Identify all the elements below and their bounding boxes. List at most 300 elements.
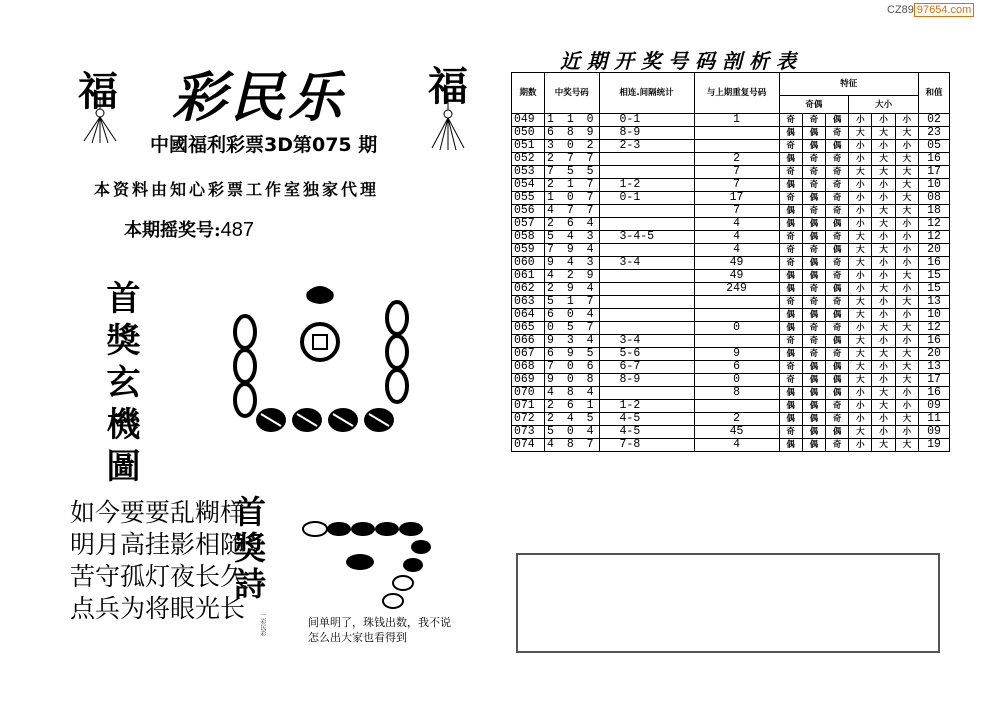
cell-gap: 1-2 xyxy=(599,179,694,192)
cell-parity: 偶 xyxy=(826,114,849,127)
poem-line-2: 明月高挂影相随 xyxy=(70,530,246,559)
number-digit: 7 xyxy=(586,438,597,451)
cell-size: 大 xyxy=(895,127,918,140)
cell-parity: 偶 xyxy=(779,270,802,283)
cell-repeat: 4 xyxy=(694,244,779,257)
cell-size: 小 xyxy=(895,387,918,400)
cell-parity: 奇 xyxy=(802,348,825,361)
cell-parity: 偶 xyxy=(802,218,825,231)
number-digit: 8 xyxy=(566,126,577,139)
cell-repeat: 249 xyxy=(694,283,779,296)
cell-gap xyxy=(599,387,694,400)
cell-sum: 08 xyxy=(919,192,950,205)
table-row xyxy=(512,361,950,374)
cell-size: 小 xyxy=(895,426,918,439)
cell-parity: 偶 xyxy=(826,140,849,153)
number-digit: 8 xyxy=(566,386,577,399)
cell-parity: 奇 xyxy=(826,296,849,309)
cell-size: 小 xyxy=(872,257,895,270)
cell-period: 054 xyxy=(512,179,545,192)
cell-parity: 偶 xyxy=(826,361,849,374)
cell-sum: 17 xyxy=(919,166,950,179)
cell-parity: 偶 xyxy=(802,374,825,387)
cell-size: 大 xyxy=(895,153,918,166)
cell-number xyxy=(545,192,600,205)
number-digit: 7 xyxy=(586,191,597,204)
cell-sum: 10 xyxy=(919,309,950,322)
cell-size: 大 xyxy=(849,348,872,361)
cell-number xyxy=(545,257,600,270)
cell-size: 小 xyxy=(872,231,895,244)
poem-line-1: 如今要要乱糊样 xyxy=(70,498,246,527)
cell-parity: 偶 xyxy=(802,413,825,426)
number-digit: 2 xyxy=(547,217,557,230)
cell-period: 051 xyxy=(512,140,545,153)
cell-parity: 偶 xyxy=(802,439,825,452)
cell-sum: 02 xyxy=(919,114,950,127)
cell-parity: 偶 xyxy=(802,257,825,270)
cell-parity: 偶 xyxy=(779,205,802,218)
cell-size: 大 xyxy=(872,244,895,257)
cell-repeat: 0 xyxy=(694,322,779,335)
cell-number xyxy=(545,439,600,452)
table-body xyxy=(512,114,950,452)
cell-size: 小 xyxy=(872,335,895,348)
cell-period: 058 xyxy=(512,231,545,244)
cell-repeat: 2 xyxy=(694,413,779,426)
cell-size: 大 xyxy=(872,205,895,218)
cell-period: 066 xyxy=(512,335,545,348)
cell-size: 大 xyxy=(872,127,895,140)
cell-repeat: 7 xyxy=(694,166,779,179)
col-size: 大小 xyxy=(849,96,919,114)
cell-gap: 8-9 xyxy=(599,127,694,140)
fu-character-right: 福 xyxy=(428,63,468,110)
cell-size: 大 xyxy=(849,335,872,348)
col-parity: 奇偶 xyxy=(779,96,849,114)
cell-sum: 20 xyxy=(919,244,950,257)
number-digit: 4 xyxy=(547,438,557,451)
number-digit: 1 xyxy=(586,399,597,412)
cell-number xyxy=(545,231,600,244)
col-feature: 特征 xyxy=(779,73,918,96)
number-digit: 2 xyxy=(547,399,557,412)
cell-period: 070 xyxy=(512,387,545,400)
cell-parity: 奇 xyxy=(826,400,849,413)
cell-number xyxy=(545,361,600,374)
table-title: 近期开奖号码剖析表 xyxy=(560,49,803,73)
number-digit: 2 xyxy=(566,269,577,282)
cell-parity: 奇 xyxy=(802,335,825,348)
number-digit: 7 xyxy=(547,360,557,373)
table-row xyxy=(512,322,950,335)
cell-gap xyxy=(599,153,694,166)
number-digit: 7 xyxy=(586,152,597,165)
cell-parity: 偶 xyxy=(802,127,825,140)
number-digit: 1 xyxy=(547,113,557,126)
table-row xyxy=(512,283,950,296)
cell-parity: 偶 xyxy=(826,244,849,257)
cell-parity: 奇 xyxy=(826,413,849,426)
cell-repeat: 4 xyxy=(694,218,779,231)
cell-period: 071 xyxy=(512,400,545,413)
number-digit: 3 xyxy=(586,230,597,243)
cell-number xyxy=(545,322,600,335)
cell-gap xyxy=(599,244,694,257)
number-digit: 0 xyxy=(547,321,557,334)
cell-sum: 10 xyxy=(919,179,950,192)
number-digit: 5 xyxy=(586,347,597,360)
cell-parity: 偶 xyxy=(802,192,825,205)
cell-period: 059 xyxy=(512,244,545,257)
number-digit: 5 xyxy=(566,165,577,178)
cell-gap: 3-4 xyxy=(599,257,694,270)
cell-parity: 奇 xyxy=(802,322,825,335)
cell-sum: 23 xyxy=(919,127,950,140)
cell-sum: 17 xyxy=(919,374,950,387)
cell-parity: 偶 xyxy=(779,179,802,192)
table-row xyxy=(512,439,950,452)
cell-parity: 偶 xyxy=(779,127,802,140)
number-digit: 4 xyxy=(566,230,577,243)
number-digit: 2 xyxy=(547,282,557,295)
cell-gap xyxy=(599,166,694,179)
cell-repeat xyxy=(694,127,779,140)
cell-sum: 15 xyxy=(919,283,950,296)
table-row xyxy=(512,166,950,179)
fu-character-left: 福 xyxy=(78,68,118,115)
cell-size: 小 xyxy=(872,114,895,127)
cell-sum: 20 xyxy=(919,348,950,361)
cell-sum: 13 xyxy=(919,296,950,309)
cell-number xyxy=(545,426,600,439)
table-row xyxy=(512,140,950,153)
cell-size: 小 xyxy=(872,192,895,205)
xuanji-figure xyxy=(225,280,420,450)
cell-size: 小 xyxy=(895,400,918,413)
cell-gap: 4-5 xyxy=(599,413,694,426)
cell-size: 小 xyxy=(872,361,895,374)
number-digit: 5 xyxy=(547,230,557,243)
cell-period: 056 xyxy=(512,205,545,218)
col-repeat: 与上期重复号码 xyxy=(694,73,779,114)
cell-parity: 偶 xyxy=(802,231,825,244)
cell-repeat: 0 xyxy=(694,374,779,387)
cell-size: 小 xyxy=(895,283,918,296)
cell-size: 大 xyxy=(895,348,918,361)
cell-period: 060 xyxy=(512,257,545,270)
cell-parity: 偶 xyxy=(779,283,802,296)
watermark-site[interactable]: 97654.com xyxy=(914,3,974,17)
cell-size: 小 xyxy=(872,426,895,439)
table-row xyxy=(512,309,950,322)
cell-gap: 6-7 xyxy=(599,361,694,374)
cell-number xyxy=(545,127,600,140)
cell-size: 大 xyxy=(872,400,895,413)
cell-gap xyxy=(599,283,694,296)
number-digit: 4 xyxy=(586,386,597,399)
cell-parity: 偶 xyxy=(779,322,802,335)
cell-number xyxy=(545,374,600,387)
table-row xyxy=(512,114,950,127)
cell-repeat xyxy=(694,400,779,413)
cell-gap: 4-5 xyxy=(599,426,694,439)
cell-size: 小 xyxy=(849,400,872,413)
cell-size: 小 xyxy=(872,296,895,309)
cell-sum: 12 xyxy=(919,218,950,231)
cell-parity: 奇 xyxy=(779,244,802,257)
cell-parity: 奇 xyxy=(826,348,849,361)
table-row xyxy=(512,127,950,140)
number-digit: 2 xyxy=(547,178,557,191)
cell-number xyxy=(545,218,600,231)
cell-parity: 奇 xyxy=(802,166,825,179)
cell-repeat: 45 xyxy=(694,426,779,439)
poem-line-3: 苦守孤灯夜长久 xyxy=(70,562,246,591)
cell-size: 大 xyxy=(849,361,872,374)
cell-period: 064 xyxy=(512,309,545,322)
cell-repeat xyxy=(694,140,779,153)
cell-parity: 奇 xyxy=(826,166,849,179)
cell-size: 小 xyxy=(895,218,918,231)
table-row xyxy=(512,335,950,348)
cell-size: 大 xyxy=(849,296,872,309)
cell-size: 小 xyxy=(849,218,872,231)
agent-line: 本资料由知心彩票工作室独家代理 xyxy=(94,180,380,199)
cell-size: 大 xyxy=(872,283,895,296)
number-digit: 6 xyxy=(566,399,577,412)
cell-size: 小 xyxy=(849,439,872,452)
table-row xyxy=(512,257,950,270)
poem-line-4: 点兵为将眼光长 xyxy=(70,594,246,623)
cell-parity: 偶 xyxy=(779,387,802,400)
cell-parity: 偶 xyxy=(826,374,849,387)
col-period: 期数 xyxy=(512,73,545,114)
cell-parity: 偶 xyxy=(802,426,825,439)
table-row xyxy=(512,270,950,283)
cell-size: 大 xyxy=(849,257,872,270)
cell-parity: 偶 xyxy=(802,140,825,153)
draw-number: 487 xyxy=(220,219,255,241)
cell-size: 大 xyxy=(849,374,872,387)
number-digit: 2 xyxy=(547,412,557,425)
number-digit: 8 xyxy=(566,438,577,451)
shi-title: 首獎詩 xyxy=(229,495,267,603)
cell-size: 小 xyxy=(849,140,872,153)
number-digit: 4 xyxy=(547,204,557,217)
cell-size: 大 xyxy=(872,166,895,179)
cell-gap: 8-9 xyxy=(599,374,694,387)
cell-parity: 偶 xyxy=(779,413,802,426)
draw-label: 本期摇奖号: xyxy=(124,220,221,241)
number-digit: 7 xyxy=(586,321,597,334)
cell-period: 073 xyxy=(512,426,545,439)
cell-number xyxy=(545,140,600,153)
cell-number xyxy=(545,153,600,166)
number-digit: 7 xyxy=(566,152,577,165)
xuanji-title: 首獎玄機圖 xyxy=(100,280,140,490)
number-digit: 9 xyxy=(586,126,597,139)
cell-parity: 奇 xyxy=(779,335,802,348)
cell-size: 小 xyxy=(872,374,895,387)
cell-period: 065 xyxy=(512,322,545,335)
cell-parity: 奇 xyxy=(826,270,849,283)
cell-repeat: 4 xyxy=(694,439,779,452)
cell-parity: 奇 xyxy=(826,257,849,270)
cell-size: 小 xyxy=(849,270,872,283)
cell-size: 小 xyxy=(849,283,872,296)
cell-gap: 3-4-5 xyxy=(599,231,694,244)
cell-gap: 3-4 xyxy=(599,335,694,348)
table-row xyxy=(512,413,950,426)
cell-parity: 偶 xyxy=(779,400,802,413)
issue-line: 中國福利彩票3D第075 期 xyxy=(150,134,378,156)
cell-sum: 11 xyxy=(919,413,950,426)
cell-size: 大 xyxy=(849,231,872,244)
col-gap: 相连.间隔统计 xyxy=(599,73,694,114)
cell-size: 小 xyxy=(849,387,872,400)
cell-parity: 奇 xyxy=(802,179,825,192)
cell-period: 063 xyxy=(512,296,545,309)
cell-sum: 09 xyxy=(919,426,950,439)
note xyxy=(308,615,451,645)
cell-size: 大 xyxy=(895,192,918,205)
cell-parity: 奇 xyxy=(826,192,849,205)
number-digit: 9 xyxy=(547,334,557,347)
table-row xyxy=(512,205,950,218)
cell-repeat: 17 xyxy=(694,192,779,205)
draw-number-line xyxy=(124,216,254,242)
table-row xyxy=(512,153,950,166)
cell-size: 大 xyxy=(872,218,895,231)
cell-parity: 奇 xyxy=(779,192,802,205)
cell-parity: 奇 xyxy=(802,283,825,296)
cell-size: 大 xyxy=(872,322,895,335)
number-digit: 2 xyxy=(547,152,557,165)
number-digit: 7 xyxy=(586,178,597,191)
cell-repeat: 2 xyxy=(694,153,779,166)
number-digit: 4 xyxy=(586,217,597,230)
number-digit: 6 xyxy=(547,347,557,360)
site-watermark xyxy=(887,4,974,16)
cell-sum: 16 xyxy=(919,257,950,270)
cell-size: 小 xyxy=(849,179,872,192)
cell-size: 大 xyxy=(895,270,918,283)
cell-number xyxy=(545,413,600,426)
cell-size: 大 xyxy=(849,166,872,179)
cell-parity: 奇 xyxy=(802,296,825,309)
cell-parity: 偶 xyxy=(802,387,825,400)
cell-sum: 09 xyxy=(919,400,950,413)
cell-size: 小 xyxy=(872,309,895,322)
number-digit: 1 xyxy=(566,178,577,191)
cell-parity: 偶 xyxy=(779,309,802,322)
cell-parity: 偶 xyxy=(779,348,802,361)
number-digit: 7 xyxy=(586,204,597,217)
cell-parity: 奇 xyxy=(779,374,802,387)
cell-sum: 12 xyxy=(919,231,950,244)
cell-parity: 奇 xyxy=(826,205,849,218)
cell-sum: 16 xyxy=(919,335,950,348)
cell-period: 062 xyxy=(512,283,545,296)
table-row xyxy=(512,231,950,244)
cell-period: 050 xyxy=(512,127,545,140)
cell-gap xyxy=(599,296,694,309)
cell-number xyxy=(545,114,600,127)
cell-parity: 偶 xyxy=(826,309,849,322)
number-digit: 5 xyxy=(547,425,557,438)
cell-parity: 奇 xyxy=(802,114,825,127)
table-row xyxy=(512,400,950,413)
table-row xyxy=(512,348,950,361)
cell-parity: 奇 xyxy=(779,140,802,153)
number-digit: 4 xyxy=(586,308,597,321)
table-row xyxy=(512,192,950,205)
bead-chain-figure xyxy=(295,515,445,615)
number-digit: 9 xyxy=(547,373,557,386)
number-digit: 1 xyxy=(566,295,577,308)
cell-period: 053 xyxy=(512,166,545,179)
number-digit: 4 xyxy=(586,334,597,347)
watermark-prefix: CZ89 xyxy=(887,4,914,16)
cell-sum: 19 xyxy=(919,439,950,452)
cell-size: 小 xyxy=(895,309,918,322)
table-row xyxy=(512,374,950,387)
tassel-right-icon xyxy=(418,92,488,152)
cell-parity: 奇 xyxy=(779,426,802,439)
cell-parity: 奇 xyxy=(779,257,802,270)
number-digit: 6 xyxy=(547,126,557,139)
number-digit: 4 xyxy=(547,386,557,399)
cell-repeat xyxy=(694,296,779,309)
number-digit: 9 xyxy=(566,347,577,360)
cell-number xyxy=(545,244,600,257)
cell-parity: 奇 xyxy=(826,127,849,140)
cell-repeat: 1 xyxy=(694,114,779,127)
cell-parity: 奇 xyxy=(826,231,849,244)
number-digit: 0 xyxy=(566,425,577,438)
cell-size: 大 xyxy=(849,309,872,322)
cell-size: 大 xyxy=(849,244,872,257)
number-digit: 3 xyxy=(566,334,577,347)
cell-gap: 5-6 xyxy=(599,348,694,361)
cell-repeat: 8 xyxy=(694,387,779,400)
cell-size: 大 xyxy=(872,387,895,400)
number-digit: 1 xyxy=(566,113,577,126)
table-row xyxy=(512,179,950,192)
cell-parity: 偶 xyxy=(802,309,825,322)
cell-parity: 奇 xyxy=(802,205,825,218)
col-number: 中奖号码 xyxy=(545,73,600,114)
blank-panel xyxy=(516,553,940,653)
cell-repeat: 49 xyxy=(694,257,779,270)
cell-repeat xyxy=(694,335,779,348)
number-digit: 1 xyxy=(547,191,557,204)
cell-size: 大 xyxy=(895,296,918,309)
number-digit: 7 xyxy=(547,243,557,256)
cell-size: 大 xyxy=(895,439,918,452)
cell-number xyxy=(545,270,600,283)
number-digit: 7 xyxy=(586,295,597,308)
brand-title: 彩民乐 xyxy=(172,65,346,129)
cell-parity: 奇 xyxy=(779,166,802,179)
cell-period: 049 xyxy=(512,114,545,127)
number-digit: 0 xyxy=(566,373,577,386)
cell-repeat: 49 xyxy=(694,270,779,283)
table-row xyxy=(512,426,950,439)
cell-number xyxy=(545,179,600,192)
cell-number xyxy=(545,348,600,361)
